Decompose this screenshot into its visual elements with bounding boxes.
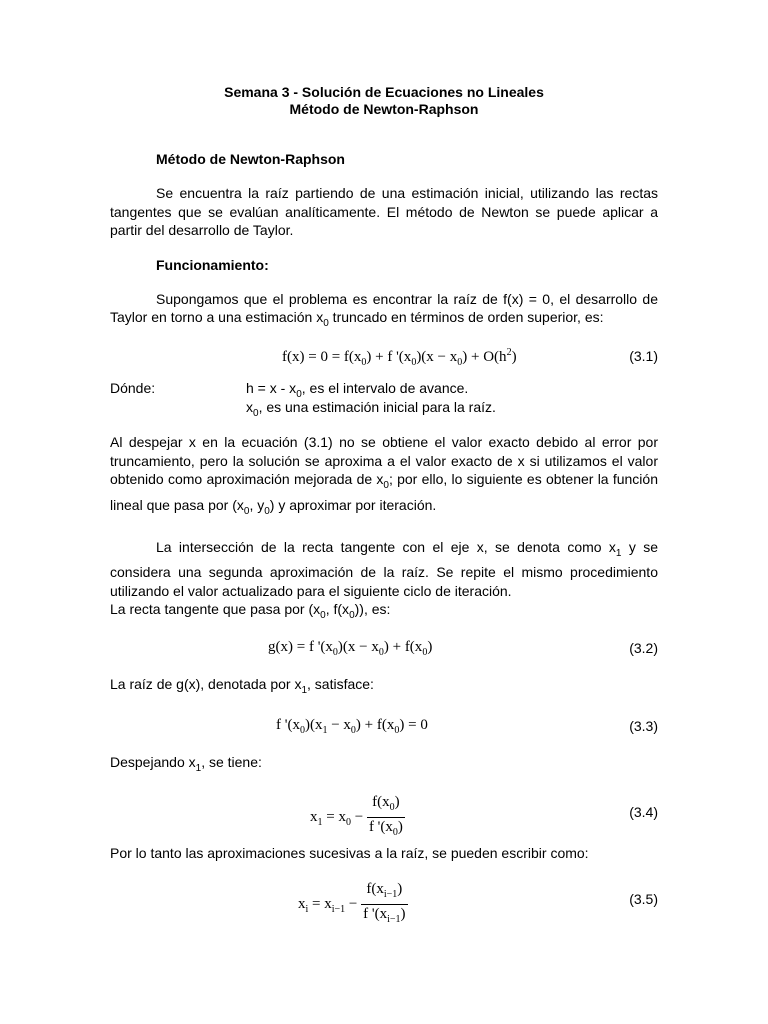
funcionamiento-heading: Funcionamiento: [156,256,269,273]
equation-3-1-formula: $f(x) = 0 = f(x_0) + f$ '$(x_0)(x - x_0) + O(h^2)$ [282,347,517,369]
donde-row-1 [110,379,658,401]
equation-3-4-formula: $x_1 = x_0$ − $\frac{f(x_0)}{f '(x_0)}$ [310,794,403,839]
raiz-g-paragraph: La raíz de g(x), denotada por $x_1$, satisface: [110,676,374,697]
despejando-paragraph: Despejando $x_1$, se tiene: [110,753,262,774]
equation-3-2-formula: g(x) = f '$(x_0)(x - x_0) + f(x_0)$ [268,639,433,659]
equation-3-1-number: (3.1) [629,348,658,365]
despejar-paragraph: Al despejar x en la ecuación (3.1) no se obtiene el valor exacto debido al error por truncamiento, pero la solución se aproxima a el valor exacto de x si utilizamos el valor obtenido como aproximación mejorada de $x_0$; por ello, lo siguiente es obtener la función lineal que pasa por ($x_0$, $y_0$) y aproximar por iteración. [110,434,658,517]
donde-line-1: $h = x - x_0$, es el intervalo de avance. [246,380,469,401]
interseccion-paragraph: La intersección de la recta tangente con el eje x, se denota como $x_1$ y se considera una segunda aproximación de la raíz. Se repite el mismo procedimiento utilizando el valor actualizado para el siguiente ciclo de iteración. [110,538,658,599]
document-subtitle: Método de Newton-Raphson [289,101,479,117]
document-page [110,84,658,925]
equation-3-4 [110,792,658,839]
equation-3-2 [110,637,658,661]
equation-3-3-number: (3.3) [629,717,658,734]
equation-3-1 [110,345,658,369]
equation-3-3 [110,715,658,739]
aproximaciones-paragraph: Por lo tanto las aproximaciones sucesivas a la raíz, se pueden escribir como: [110,845,589,862]
donde-label: Dónde: [110,380,156,397]
donde-row-2 [110,398,658,417]
taylor-paragraph-a: Supongamos que el problema es encontrar la raíz de f(x) = 0, el desarrollo de Taylor en torno a una estimación x [110,290,658,325]
taylor-paragraph-b: truncado en términos de orden superior, es: [328,309,604,325]
equation-3-5 [110,879,658,925]
equation-3-5-formula: $x_i = x_{i-1}$ − $\frac{f(x_{i-1})}{f '(x_{i-1})}$ [298,880,406,925]
recta-tangente-paragraph: La recta tangente que pasa por ($x_0$, $f(x_0)$), es: [110,601,391,621]
document-title: Semana 3 - Solución de Ecuaciones no Lineales [224,84,544,100]
equation-3-2-number: (3.2) [629,640,658,657]
section-heading: Método de Newton-Raphson [156,151,345,167]
equation-3-5-number: (3.5) [629,890,658,907]
equation-3-3-formula: f '$(x_0)(x_1 - x_0) + f(x_0) = 0$ [276,716,428,736]
intro-paragraph: Se encuentra la raíz partiendo de una estimación inicial, utilizando las rectas tangentes que se evalúan analíticamente. El método de Newton se puede aplicar a partir del desarrollo de Taylor. [110,185,658,238]
equation-3-4-number: (3.4) [629,804,658,821]
donde-line-2: $x_0$, es una estimación inicial para la raíz. [246,398,496,419]
taylor-paragraph: Supongamos que el problema es encontrar la raíz de f(x) = 0, el desarrollo de Taylor en torno a una estimación $x_0$ truncado en términos de orden superior, es: [110,290,658,329]
